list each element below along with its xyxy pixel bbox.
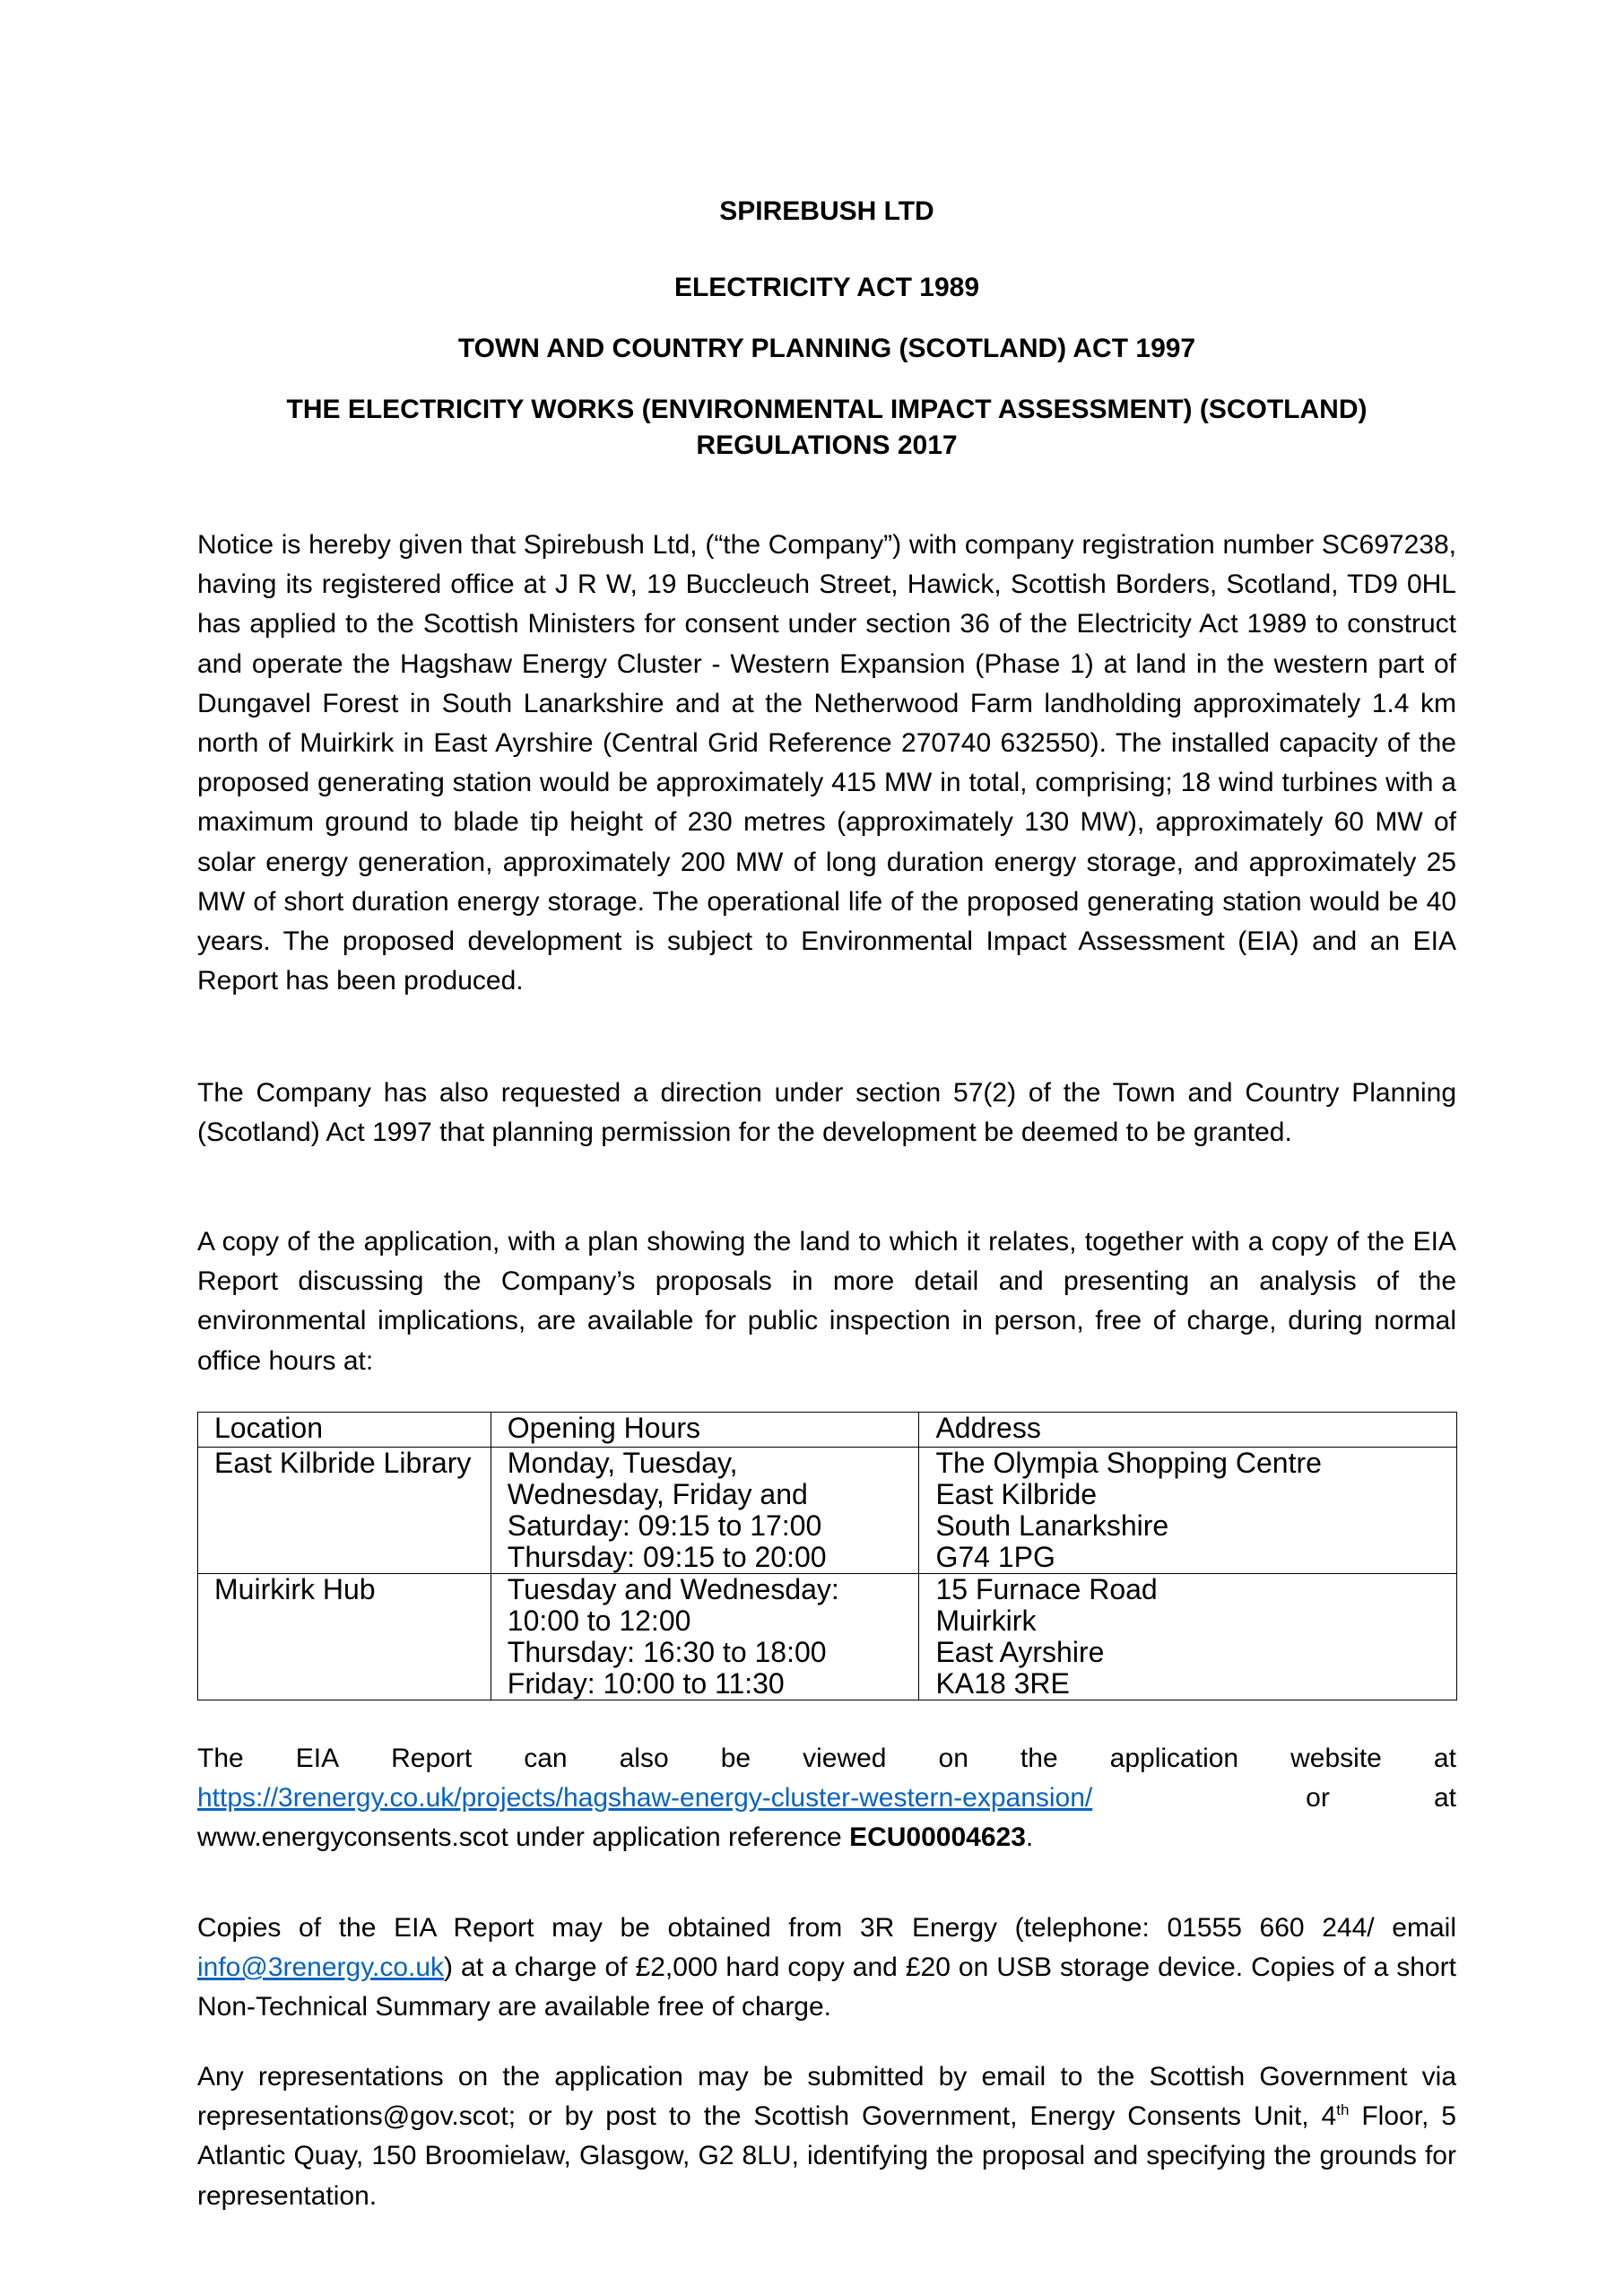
address-line: South Lanarkshire bbox=[935, 1509, 1169, 1542]
website-line-end: . bbox=[1025, 1822, 1034, 1853]
hours-line: Thursday: 09:15 to 20:00 bbox=[507, 1541, 827, 1573]
website-word: application bbox=[1109, 1744, 1239, 1773]
address-cell bbox=[919, 1574, 1457, 1700]
project-website-link[interactable]: https://3renergy.co.uk/projects/hagshaw-energy-cluster-western-expansion/ bbox=[197, 1783, 1093, 1813]
website-word: viewed bbox=[803, 1744, 887, 1773]
address-line: KA18 3RE bbox=[935, 1667, 1070, 1700]
email-link[interactable]: info@3renergy.co.uk bbox=[197, 1952, 445, 1983]
header-address: Address bbox=[919, 1413, 1457, 1448]
website-line-1 bbox=[197, 1739, 1456, 1779]
inspection-paragraph: A copy of the application, with a plan showing the land to which it relates, together with a copy of the EIA Report discussing the Company’s proposals in more detail and presenting an analysis of the environmental implications, are available for public inspection in person, free of charge, during normal office hours at: bbox=[197, 1227, 1456, 1376]
hours-line: Tuesday and Wednesday: bbox=[507, 1573, 839, 1605]
hours-line: Friday: 10:00 to 11:30 bbox=[507, 1667, 785, 1700]
website-word: The bbox=[197, 1744, 244, 1773]
direction-paragraph: The Company has also requested a direction under section 57(2) of the Town and Country Planning (Scotland) Act 1997 that planning permission for the development be deemed to be granted. bbox=[197, 1078, 1456, 1148]
website-line-2 bbox=[197, 1779, 1456, 1818]
website-word: be bbox=[720, 1744, 751, 1773]
website-paragraph bbox=[197, 1739, 1456, 1858]
website-word: on bbox=[938, 1744, 968, 1773]
website-word: at bbox=[1433, 1744, 1456, 1773]
electricity-act-heading: ELECTRICITY ACT 1989 bbox=[673, 273, 980, 302]
regulations-heading bbox=[197, 392, 1456, 464]
address-line: East Kilbride bbox=[935, 1478, 1098, 1510]
website-word: Report bbox=[391, 1744, 473, 1773]
regulations-heading-line-1: THE ELECTRICITY WORKS (ENVIRONMENTAL IMPACT ASSESSMENT) (SCOTLAND) bbox=[286, 395, 1368, 424]
address-line: East Ayrshire bbox=[935, 1636, 1105, 1668]
hours-line: 10:00 to 12:00 bbox=[507, 1605, 691, 1637]
address-line: Muirkirk bbox=[935, 1605, 1037, 1637]
application-reference: ECU00004623 bbox=[849, 1822, 1026, 1853]
regulations-heading-line-2: REGULATIONS 2017 bbox=[696, 430, 958, 460]
website-word-or: or bbox=[1306, 1783, 1330, 1813]
website-word-at: at bbox=[1433, 1783, 1456, 1813]
address-cell bbox=[919, 1448, 1457, 1574]
address-line: G74 1PG bbox=[935, 1541, 1055, 1573]
planning-act-heading: TOWN AND COUNTRY PLANNING (SCOTLAND) ACT 1997 bbox=[457, 334, 1196, 363]
website-word: EIA bbox=[295, 1744, 340, 1773]
representations-text-end: Floor, 5 Atlantic Quay, 150 Broomielaw, Glasgow, G2 8LU, identifying the proposal and specifying the grounds for representation. bbox=[197, 2101, 1456, 2211]
address-line: 15 Furnace Road bbox=[935, 1573, 1158, 1605]
energyconsents-text: www.energyconsents.scot under application reference bbox=[197, 1822, 850, 1853]
representations-paragraph bbox=[197, 2057, 1456, 2216]
hours-line: Wednesday, Friday and bbox=[507, 1478, 808, 1510]
website-word: website bbox=[1290, 1744, 1382, 1773]
hours-line: Saturday: 09:15 to 17:00 bbox=[507, 1509, 822, 1542]
header-location: Location bbox=[198, 1413, 491, 1448]
location-cell: Muirkirk Hub bbox=[198, 1574, 491, 1700]
website-word: the bbox=[1020, 1744, 1058, 1773]
hours-line: Thursday: 16:30 to 18:00 bbox=[507, 1636, 827, 1668]
header-opening-hours: Opening Hours bbox=[491, 1413, 919, 1448]
hours-cell bbox=[491, 1448, 919, 1574]
inspection-locations-table bbox=[197, 1412, 1457, 1700]
hours-cell bbox=[491, 1574, 919, 1700]
location-cell: East Kilbride Library bbox=[198, 1448, 491, 1574]
copies-line-1: Copies of the EIA Report may be obtained from 3R Energy (telephone: 01555 660 244/ email bbox=[197, 1913, 1456, 1943]
website-word: can bbox=[524, 1744, 568, 1773]
hours-line: Monday, Tuesday, bbox=[507, 1447, 738, 1479]
table-header-row bbox=[198, 1413, 1457, 1448]
floor-superscript: th bbox=[1336, 2101, 1350, 2119]
website-line-3 bbox=[197, 1818, 1456, 1857]
copies-paragraph bbox=[197, 1909, 1456, 2028]
company-heading: SPIREBUSH LTD bbox=[719, 196, 934, 226]
copies-charges-text: ) at a charge of £2,000 hard copy and £20 on USB storage device. bbox=[444, 1952, 1244, 1983]
table-row bbox=[198, 1574, 1457, 1700]
representations-text: Any representations on the application may be submitted by email to the Scottish Government via representations@gov.scot; or by post to the Scottish Government, Energy Consents Unit, 4 bbox=[197, 2062, 1456, 2132]
notice-paragraph: Notice is hereby given that Spirebush Ltd, (“the Company”) with company registration number SC697238, having its registered office at J R W, 19 Buccleuch Street, Hawick, Scottish Borders, Scotland, TD9 0HL has applied to the Scottish Ministers for consent under section 36 of the Electricity Act 1989 to construct and operate the Hagshaw Energy Cluster - Western Expansion (Phase 1) at land in the western part of Dungavel Forest in South Lanarkshire and at the Netherwood Farm landholding approximately 1.4 km north of Muirkirk in East Ayrshire (Central Grid Reference 270740 632550). The installed capacity of the proposed generating station would be approximately 415 MW in total, comprising; 18 wind turbines with a maximum ground to blade tip height of 230 metres (approximately 130 MW), approximately 60 MW of solar energy generation, approximately 200 MW of long duration energy storage, and approximately 25 MW of short duration energy storage. The operational life of the proposed generating station would be 40 years. The proposed development is subject to Environmental Impact Assessment (EIA) and an EIA Report has been produced. bbox=[197, 530, 1456, 996]
address-line: The Olympia Shopping Centre bbox=[935, 1447, 1322, 1479]
table-row bbox=[198, 1448, 1457, 1574]
copies-summary-text: Copies of a short Non-Technical Summary are available free of charge. bbox=[197, 1952, 1456, 2022]
website-word: also bbox=[619, 1744, 669, 1773]
